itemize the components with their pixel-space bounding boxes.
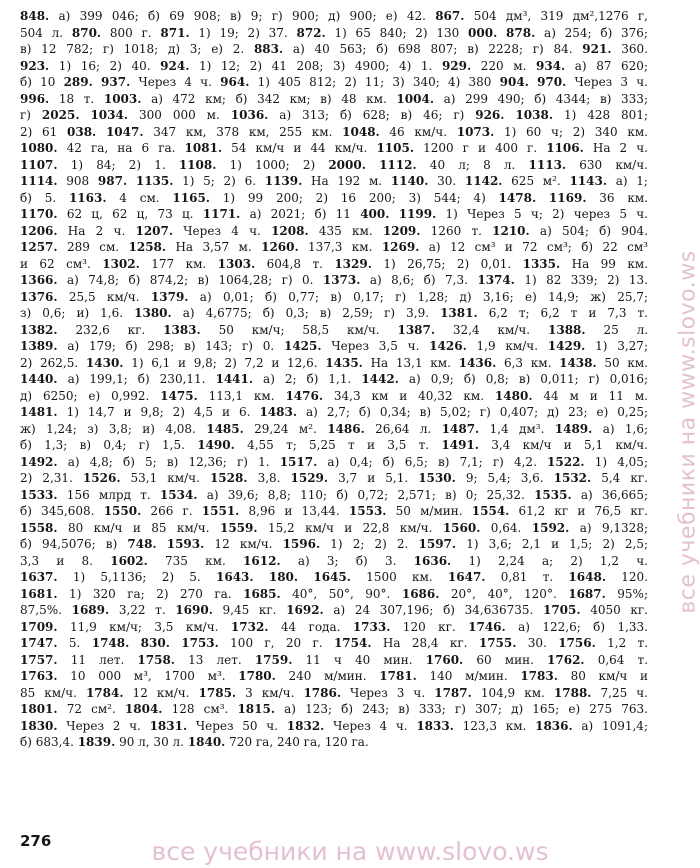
answer-line: 1747. 5. 1748. 830. 1753. 100 г, 20 г. 1754. На 28,4 кг. 1755. 30. 1756. 1,2 т.	[20, 636, 648, 650]
answer-line: 1681. 1) 320 га; 2) 270 га. 1685. 40°, 50°, 90°. 1686. 20°, 40°, 120°. 1687. 95%;	[20, 586, 648, 601]
answer-line: 2) 262,5. 1430. 1) 6,1 и 9,8; 2) 7,2 и 12,6. 1435. На 13,1 км. 1436. 6,3 км. 1438. 50 км.	[20, 355, 648, 370]
answer-line: 1801. 72 см². 1804. 128 см³. 1815. а) 123; б) 243; в) 333; г) 307; д) 165; е) 275 763.	[20, 702, 648, 716]
answer-line: 1382. 232,6 кг. 1383. 50 км/ч; 58,5 км/ч. 1387. 32,4 км/ч. 1388. 25 л.	[20, 322, 648, 337]
answer-line: 1757. 11 лет. 1758. 13 лет. 1759. 11 ч 40 мин. 1760. 60 мин. 1762. 0,64 т.	[20, 652, 648, 667]
answer-line: 1830. Через 2 ч. 1831. Через 50 ч. 1832. Через 4 ч. 1833. 123,3 км. 1836. а) 1091,4;	[20, 718, 648, 733]
answer-line: 1440. а) 199,1; б) 230,11. 1441. а) 2; б) 1,1. 1442. а) 0,9; б) 0,8; в) 0,011; г) 0,016;	[20, 372, 648, 386]
answer-line: 504 л. 870. 800 г. 871. 1) 19; 2) 37. 872. 1) 65 840; 2) 130 000. 878. а) 254; б) 376;	[20, 25, 648, 40]
answer-line: 1533. 156 млрд т. 1534. а) 39,6; 8,8; 110; б) 0,72; 2,571; в) 0; 25,32. 1535. а) 36,665;	[20, 487, 648, 502]
answer-line: б) 5. 1163. 4 см. 1165. 1) 99 200; 2) 16 200; 3) 544; 4) 1478. 1169. 36 км.	[20, 190, 648, 205]
answer-line: з) 0,6; и) 1,6. 1380. а) 4,6775; б) 0,3; в) 2,59; г) 3,9. 1381. 6,2 т; 6,2 т и 7,3 т.	[20, 306, 648, 320]
answer-line: 848. а) 399 046; б) 69 908; в) 9; г) 900; д) 900; е) 42. 867. 504 дм³, 319 дм²,1276 г,	[20, 9, 648, 23]
answer-line: 2) 2,31. 1526. 53,1 км/ч. 1528. 3,8. 1529. 3,7 и 5,1. 1530. 9; 5,4; 3,6. 1532. 5,4 кг.	[20, 471, 648, 485]
answer-line: г) 2025. 1034. 300 000 м. 1036. а) 313; б) 628; в) 46; г) 926. 1038. 1) 428 801;	[20, 108, 648, 122]
answer-line: 1080. 42 га, на 6 га. 1081. 54 км/ч и 44 км/ч. 1105. 1200 г и 400 г. 1106. На 2 ч.	[20, 141, 648, 155]
answer-line: и 62 см³. 1302. 177 км. 1303. 604,8 т. 1329. 1) 26,75; 2) 0,01. 1335. На 99 км.	[20, 256, 648, 271]
answer-line: 1481. 1) 14,7 и 9,8; 2) 4,5 и 6. 1483. а) 2,7; б) 0,34; в) 5,02; г) 0,407; д) 23; е) 0,25;	[20, 405, 648, 419]
answer-line: 1763. 10 000 м³, 1700 м³. 1780. 240 м/мин. 1781. 140 м/мин. 1783. 80 км/ч и	[20, 669, 648, 683]
watermark-vertical: все учебники на www.slovo.ws	[675, 250, 700, 614]
answer-line: 85 км/ч. 1784. 12 км/ч. 1785. 3 км/ч. 1786. Через 3 ч. 1787. 104,9 км. 1788. 7,25 ч.	[20, 685, 648, 700]
watermark-bottom: все учебники на www.slovo.ws	[151, 837, 549, 866]
answer-line: б) 94,5076; в) 748. 1593. 12 км/ч. 1596. 1) 2; 2) 2. 1597. 1) 3,6; 2,1 и 1,5; 2) 2,5;	[20, 537, 648, 551]
answer-line: 1637. 1) 5,1136; 2) 5. 1643. 180. 1645. 1500 км. 1647. 0,81 т. 1648. 120.	[20, 570, 648, 584]
answer-line: 1170. 62 ц, 62 ц, 73 ц. 1171. а) 2021; б) 11 400. 1199. 1) Через 5 ч; 2) через 5 ч.	[20, 207, 648, 221]
answer-line: 3,3 и 8. 1602. 735 км. 1612. а) 3; б) 3. 1636. 1) 2,24 а; 2) 1,2 ч.	[20, 553, 648, 568]
answer-line: 1376. 25,5 км/ч. 1379. а) 0,01; б) 0,77; в) 0,17; г) 1,28; д) 3,16; е) 14,9; ж) 25,7;	[20, 289, 648, 304]
answer-line: б) 10 289. 937. Через 4 ч. 964. 1) 405 812; 2) 11; 3) 340; 4) 380 904. 970. Через 3 ч.	[20, 75, 648, 89]
answer-line: 2) 61 038. 1047. 347 км, 378 км, 255 км. 1048. 46 км/ч. 1073. 1) 60 ч; 2) 340 км.	[20, 124, 648, 139]
answer-line: д) 6250; е) 0,992. 1475. 113,1 км. 1476. 34,3 км и 40,32 км. 1480. 44 м и 11 м.	[20, 388, 648, 403]
answer-line: в) 12 782; г) 1018; д) 3; е) 2. 883. а) 40 563; б) 698 807; в) 2228; г) 84. 921. 360.	[20, 42, 648, 56]
page-number: 276	[20, 832, 52, 850]
answer-line: 1709. 11,9 км/ч; 3,5 км/ч. 1732. 44 года. 1733. 120 кг. 1746. а) 122,6; б) 1,33.	[20, 619, 648, 634]
answer-line: ж) 1,24; з) 3,8; и) 4,08. 1485. 29,24 м². 1486. 26,64 л. 1487. 1,4 дм³. 1489. а) 1,6;	[20, 421, 648, 436]
answer-line: 1114. 908 987. 1135. 1) 5; 2) 6. 1139. На 192 м. 1140. 30. 1142. 625 м². 1143. а) 1;	[20, 174, 648, 188]
answer-line: 1492. а) 4,8; б) 5; в) 12,36; г) 1. 1517. а) 0,4; б) 6,5; в) 7,1; г) 4,2. 1522. 1) 4,05;	[20, 454, 648, 469]
answer-line: 1206. На 2 ч. 1207. Через 4 ч. 1208. 435 км. 1209. 1260 т. 1210. а) 504; б) 904.	[20, 223, 648, 238]
answer-line: б) 683,4. 1839. 90 л, 30 л. 1840. 720 га, 240 га, 120 га.	[20, 735, 369, 749]
answer-line: 1107. 1) 84; 2) 1. 1108. 1) 1000; 2) 2000. 1112. 40 л; 8 л. 1113. 630 км/ч.	[20, 157, 648, 172]
answer-line: б) 1,3; в) 0,4; г) 1,5. 1490. 4,55 т; 5,25 т и 3,5 т. 1491. 3,4 км/ч и 5,1 км/ч.	[20, 438, 648, 452]
answer-line: 1558. 80 км/ч и 85 км/ч. 1559. 15,2 км/ч и 22,8 км/ч. 1560. 0,64. 1592. а) 9,1328;	[20, 520, 648, 535]
answer-line: 1257. 289 см. 1258. На 3,57 м. 1260. 137,3 км. 1269. а) 12 см³ и 72 см³; б) 22 см³	[20, 240, 648, 254]
answer-line: 996. 18 т. 1003. а) 472 км; б) 342 км; в) 48 км. 1004. а) 299 490; б) 4344; в) 333;	[20, 91, 648, 106]
answer-line: 923. 1) 16; 2) 40. 924. 1) 12; 2) 41 208; 3) 4900; 4) 1. 929. 220 м. 934. а) 87 620;	[20, 58, 648, 73]
answer-line: 1389. а) 179; б) 298; в) 143; г) 0. 1425. Через 3,5 ч. 1426. 1,9 км/ч. 1429. 1) 3,27;	[20, 339, 648, 353]
answers-text-block	[20, 8, 648, 751]
answer-line: 1366. а) 74,8; б) 874,2; в) 1064,28; г) 0. 1373. а) 8,6; б) 7,3. 1374. 1) 82 339; 2) 13.	[20, 273, 648, 287]
answer-line: б) 345,608. 1550. 266 г. 1551. 8,96 и 13,44. 1553. 50 м/мин. 1554. 61,2 кг и 76,5 кг.	[20, 504, 648, 518]
answer-line: 87,5%. 1689. 3,22 т. 1690. 9,45 кг. 1692. а) 24 307,196; б) 34,636735. 1705. 4050 кг.	[20, 603, 648, 617]
